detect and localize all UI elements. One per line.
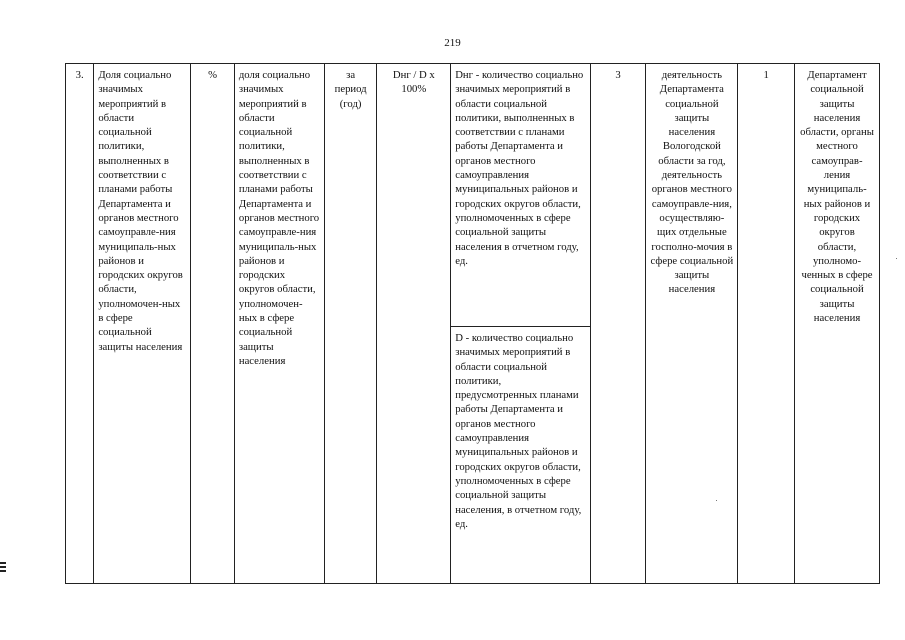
unit-cell bbox=[191, 64, 234, 584]
formula: Dнг / D х 100% bbox=[392, 69, 435, 96]
responsible-cell bbox=[795, 64, 880, 584]
method-code: 3 bbox=[615, 69, 621, 81]
definition: доля социально значимых мероприятий в области социальной политики, выполненных в соответствии с планами работы Департамента и органов местного самоуправле-ния муниципаль-ных районов и городских округов области, уполномочен-ных в сфере социальной защиты населения bbox=[238, 69, 320, 367]
method-code-cell bbox=[590, 64, 646, 584]
formula-cell bbox=[377, 64, 451, 584]
period-cell bbox=[324, 64, 377, 584]
period: за период (год) bbox=[334, 69, 367, 110]
responsible: Департамент социальной защиты населения области, органы местного самоуправ-ления муниципаль-ных районов и городских округов области, уполномо-ченных в сфере социальной защиты населения bbox=[800, 69, 874, 325]
row-number: 3. bbox=[75, 69, 84, 81]
table-row bbox=[66, 64, 880, 327]
indicator-table bbox=[65, 63, 880, 584]
data-source-cell bbox=[646, 64, 738, 584]
row-number-cell bbox=[66, 64, 94, 584]
scan-dot bbox=[896, 258, 897, 259]
variable-d: D - количество социально значимых мероприятий в области социальной политики, предусмотренных планами работы Департамента и органов местного самоуправления муниципальных районов и городских округов области, уполномоченных в сфере социальной защиты населения, в отчетном году, ед. bbox=[455, 332, 582, 530]
indicator-name-cell bbox=[94, 64, 191, 584]
indicator-name: Доля социально значимых мероприятий в области социальной политики, выполненных в соответствии с планами работы Департамента и органов местного самоуправле-ния муниципаль-ных районов и городских округов области, уполномочен-ных в сфере социальной защиты населения bbox=[98, 69, 183, 353]
scan-dot bbox=[716, 500, 717, 501]
page-number: 219 bbox=[444, 37, 461, 49]
unit: % bbox=[208, 69, 218, 81]
scan-edge-mark bbox=[0, 562, 6, 574]
level-cell bbox=[738, 64, 795, 584]
level: 1 bbox=[763, 69, 769, 81]
definition-cell bbox=[234, 64, 324, 584]
variable-dng: Dнг - количество социально значимых мероприятий в области социальной политики, выполненных в соответствии с планами работы Департамента и органов местного самоуправления муниципальных районов и городских округов области, уполномоченных в сфере социальной защиты населения в отчетном году, ед. bbox=[455, 69, 584, 267]
variable-dng-cell bbox=[451, 64, 591, 327]
data-source: деятельность Департамента социальной защиты населения Вологодской области за год, деятельность органов местного самоуправле-ния, осуществляю-щих отдельные госполно-мочия в сфере социальной защиты населения bbox=[650, 69, 734, 296]
variable-d-cell bbox=[451, 327, 591, 584]
